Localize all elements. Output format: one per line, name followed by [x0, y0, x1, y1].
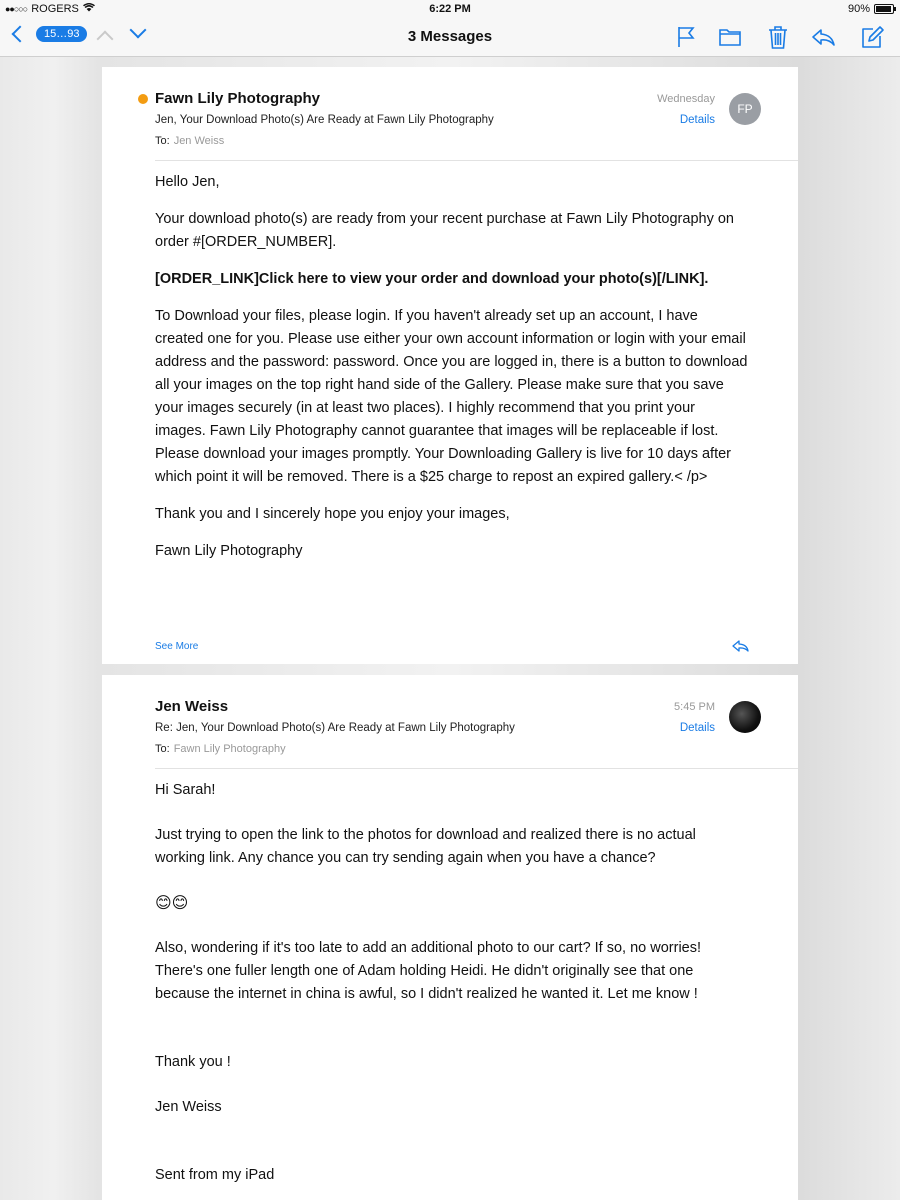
signature-name: Jen Weiss: [155, 1099, 222, 1115]
order-link[interactable]: [ORDER_LINK]Click here to view your order and download your photo(s)[/LINK].: [155, 271, 709, 287]
message-card: [102, 675, 798, 1200]
body-paragraph: Hello Jen,: [155, 174, 220, 190]
recipient-line: [155, 743, 286, 755]
unread-indicator: [138, 94, 148, 104]
message-header: [155, 67, 798, 161]
trash-icon[interactable]: [765, 24, 791, 50]
folder-icon[interactable]: [717, 24, 743, 50]
recipient-name[interactable]: Fawn Lily Photography: [173, 743, 286, 755]
sender-name: Fawn Lily Photography: [155, 90, 321, 107]
body-paragraph: Fawn Lily Photography: [155, 543, 303, 559]
body-paragraph: Your download photo(s) are ready from your recent purchase at Fawn Lily Photography on order #[ORDER_NUMBER].: [155, 211, 734, 250]
message-body: [155, 779, 798, 1187]
body-paragraph: Also, wondering if it's too late to add an additional photo to our cart? If so, no worries! There's one fuller length one of Adam holding Heidi. He didn't originally see that one because the internet in china is awful, so I didn't realized he wanted it. Let me know !: [155, 940, 702, 1002]
message-subject: Jen, Your Download Photo(s) Are Ready at Fawn Lily Photography: [155, 114, 494, 126]
recipient-line: [155, 135, 224, 147]
battery-percent: 90%: [847, 3, 870, 15]
to-label: To:: [155, 743, 170, 755]
body-paragraph: Thank you !: [155, 1054, 231, 1070]
message-header: [155, 675, 798, 769]
nav-bar: [0, 18, 900, 57]
sender-name: Jen Weiss: [155, 698, 229, 715]
message-date: 5:45 PM: [674, 701, 715, 713]
signal-strength-icon: ●●○○○: [5, 4, 28, 14]
message-count-badge: 15…93: [36, 26, 87, 42]
message-date: Wednesday: [657, 93, 715, 105]
body-paragraph: Hi Sarah!: [155, 782, 216, 798]
flag-icon[interactable]: [673, 24, 699, 50]
message-card: [102, 67, 798, 664]
body-paragraph: Thank you and I sincerely hope you enjoy your images,: [155, 506, 510, 522]
emoji-line: 😊😊: [155, 895, 189, 912]
reply-icon[interactable]: [810, 24, 836, 50]
carrier-name: ROGERS: [31, 3, 79, 15]
signature-device: Sent from my iPad: [155, 1167, 275, 1183]
status-time: 6:22 PM: [429, 3, 471, 15]
status-bar: [0, 0, 900, 18]
page-title: 3 Messages: [407, 28, 493, 45]
details-link[interactable]: Details: [679, 722, 715, 734]
to-label: To:: [155, 135, 170, 147]
battery-icon: [874, 4, 894, 14]
body-paragraph: Just trying to open the link to the photos for download and realized there is no actual working link. Any chance you can try sending again when you have a chance?: [155, 827, 696, 866]
body-paragraph: To Download your files, please login. If you haven't already set up an account, I have created one for you. Please use either your own account information or login with your email address and the password: password. Once you are logged in, there is a button to download all your images on the top right hand side of the Gallery. Please make sure that you save your images securely (in at least two places). I highly recommend that you print your images. Fawn Lily Photography cannot guarantee that images will be replaceable if lost. Please download your images promptly. Your Downloading Gallery is live for 10 days after which point it will be removed. There is a $25 charge to repost an expired gallery.< /p>: [155, 308, 748, 485]
avatar: FP: [729, 93, 761, 125]
avatar: [729, 701, 761, 733]
reply-icon[interactable]: [732, 639, 750, 653]
recipient-name[interactable]: Jen Weiss: [173, 135, 225, 147]
see-more-link[interactable]: See More: [155, 641, 199, 652]
details-link[interactable]: Details: [679, 114, 715, 126]
message-subject: Re: Jen, Your Download Photo(s) Are Ready at Fawn Lily Photography: [155, 722, 515, 734]
compose-icon[interactable]: [859, 24, 885, 50]
message-body: [155, 171, 798, 563]
